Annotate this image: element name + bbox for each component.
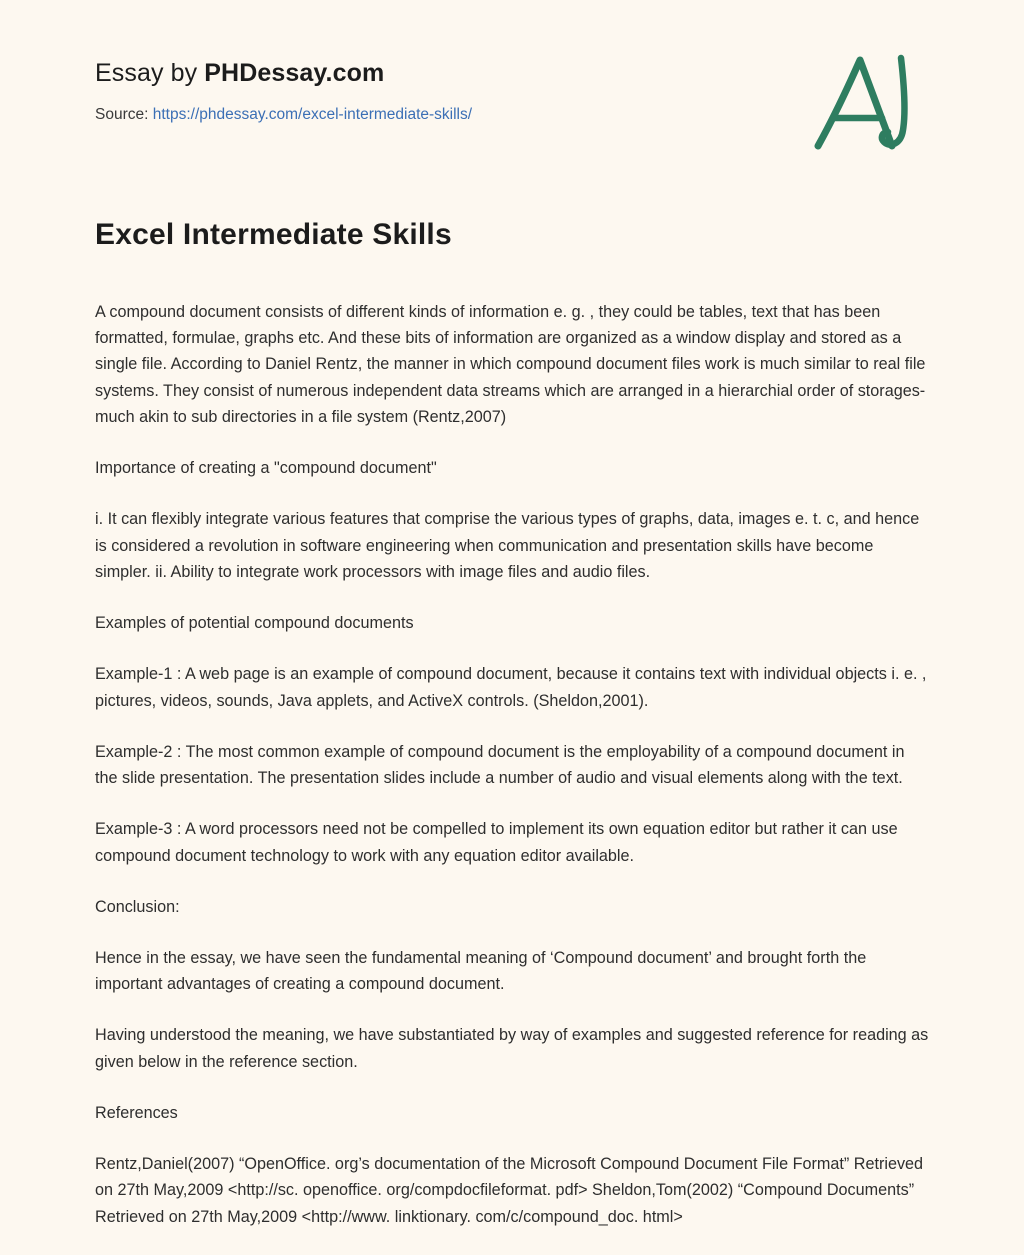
page-title: Excel Intermediate Skills bbox=[95, 218, 452, 251]
phdessay-monogram-icon bbox=[808, 50, 928, 155]
body-paragraph: Having understood the meaning, we have substantiated by way of examples and suggested reference for reading as given below in the reference section. bbox=[95, 1026, 929, 1071]
source-line bbox=[95, 106, 929, 124]
essay-byline bbox=[95, 58, 929, 88]
essay-by-label: Essay by bbox=[95, 59, 205, 87]
body-paragraph: Conclusion: bbox=[95, 897, 180, 916]
source-label: Source: bbox=[95, 106, 153, 123]
references-heading: References bbox=[95, 1103, 178, 1122]
references-paragraph: Rentz,Daniel(2007) “OpenOffice. org’s documentation of the Microsoft Compound Document File Format” Retrieved on 27th May,2009 <http://sc. openoffice. org/compdocfileformat. pdf> Sheldon,Tom(2002) “Compound Documents” Retrieved on 27th May,2009 <http://www. linktionary. com/c/compound_doc. html> bbox=[95, 1155, 924, 1226]
document-header bbox=[0, 0, 1024, 124]
body-paragraph: Hence in the essay, we have seen the fundamental meaning of ‘Compound document’ and brought forth the important advantages of creating a compound document. bbox=[95, 948, 867, 994]
body-paragraph: A compound document consists of different kinds of information e. g. , they could be tables, text that has been formatted, formulae, graphs etc. And these bits of information are organized as a window display and stored as a single file. According to Daniel Rentz, the manner in which compound document files work is much similar to real file systems. They consist of numerous independent data streams which are arranged in a hierarchial order of storages-much akin to sub directories in a file system (Rentz,2007) bbox=[95, 303, 926, 426]
body-paragraph: Importance of creating a "compound document" bbox=[95, 459, 437, 478]
body-paragraph: i. It can flexibly integrate various features that comprise the various types of graphs, data, images e. t. c, and hence is considered a revolution in software engineering when communication and presentation skills have become simpler. ii. Ability to integrate work processors with image files and audio files. bbox=[95, 510, 920, 581]
body-paragraph: Example-3 : A word processors need not be compelled to implement its own equation editor but rather it can use compound document technology to work with any equation editor available. bbox=[95, 820, 898, 865]
body-paragraph: Examples of potential compound documents bbox=[95, 614, 414, 633]
document-body bbox=[0, 299, 1024, 1230]
source-url-link[interactable]: https://phdessay.com/excel-intermediate-skills/ bbox=[152, 106, 473, 123]
site-brand-name: PHDessay.com bbox=[204, 59, 385, 87]
body-paragraph: Example-2 : The most common example of compound document is the employability of a compound document in the slide presentation. The presentation slides include a number of audio and visual elements along with the text. bbox=[95, 742, 905, 788]
body-paragraph: Example-1 : A web page is an example of compound document, because it contains text with individual objects i. e. , pictures, videos, sounds, Java applets, and ActiveX controls. (Sheldon,2001). bbox=[95, 665, 927, 710]
